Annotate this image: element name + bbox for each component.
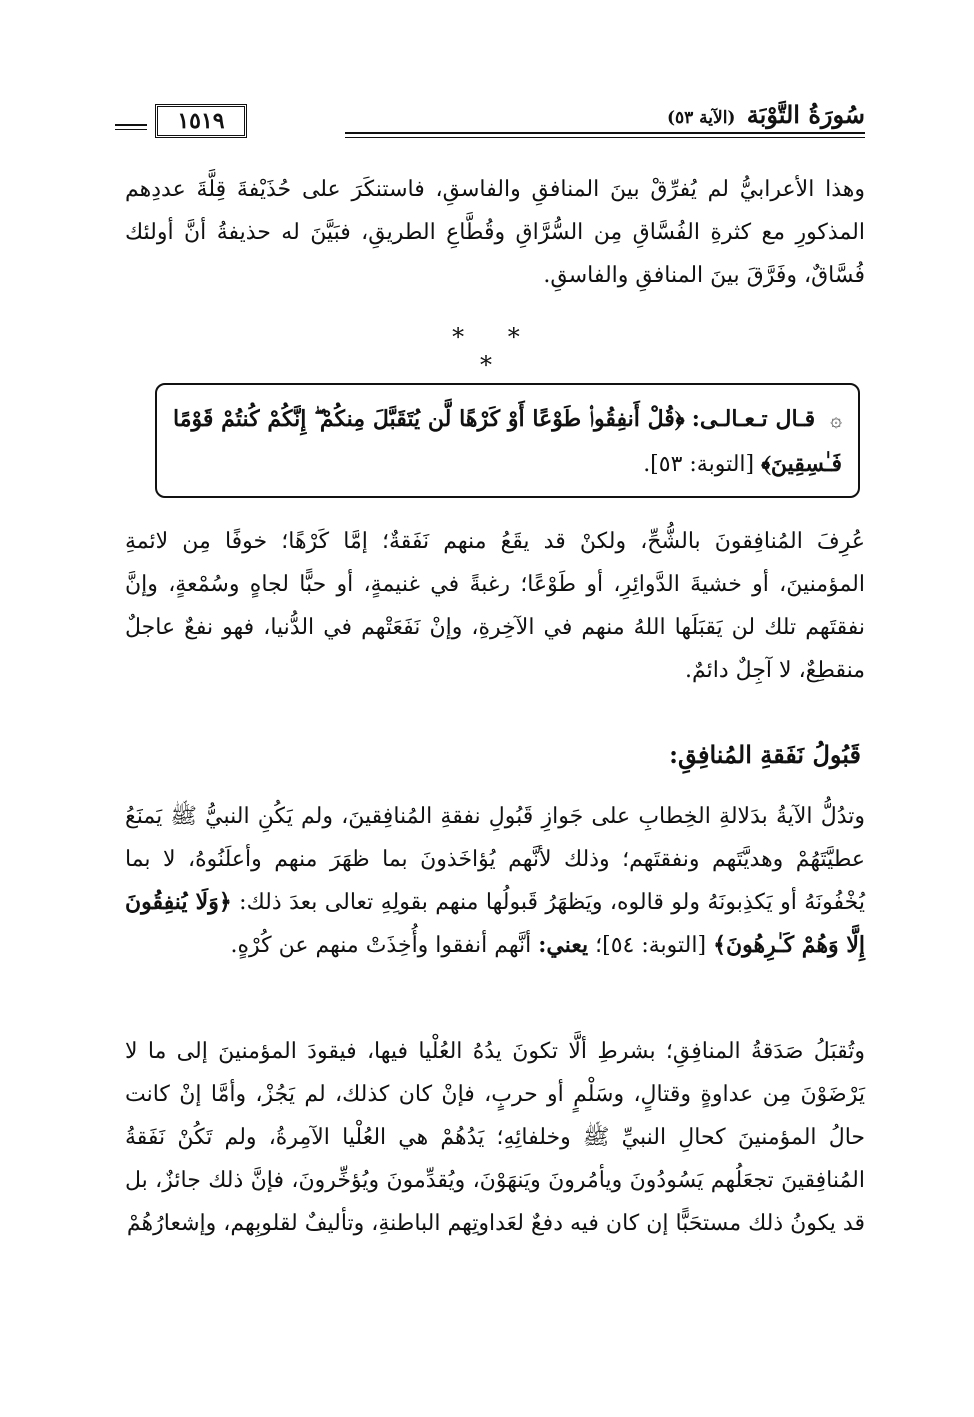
header-rule bbox=[345, 132, 865, 134]
verse-lead: قـال تـعـالـى: bbox=[691, 406, 816, 432]
left-rule-thin bbox=[115, 129, 147, 130]
explanation-label: يعني: bbox=[538, 932, 589, 958]
ayah-reference: (الآية ٥٣) bbox=[666, 108, 736, 128]
verse-box bbox=[155, 383, 860, 498]
paragraph-1: وهذا الأعرابيُّ لم يُفرِّقْ بينَ المنافقِ والفاسقِ، فاستنكَرَ على حُذَيْفةَ قِلَّةَ عددِهم المذكورِ مع كثرةِ الفُسَّاقِ مِن السُّرَّاقِ وقُطَّاعِ الطريقِ، فبَيَّنَ له حذيفةُ أنَّ أولئك فُسَّاقٌ، وفَرَّقَ بينَ المنافقِ والفاسقِ. bbox=[125, 177, 865, 288]
verse-reference: [التوبة: ٥٣]. bbox=[643, 452, 755, 477]
section-separator: * * * bbox=[452, 323, 538, 379]
paragraph-2: عُرِفَ المُنافِقونَ بالشُّحِّ، ولكنْ قد يقَعُ منهم نَفَقةٌ؛ إمَّا كَرْهًا؛ خوفًا مِن لائمةِ المؤمنينَ، أو خشيةَ الدَّوائِرِ، أو طَوْعًا؛ رغبةً في غنيمةٍ، أو حبًّا لجاهٍ وسُمْعةٍ، وإنَّ نفقتَهم تلك لن يَقبَلَها اللهُ منهم في الآخِرةِ، وإنْ نَفَعَتْهم في الدُّنيا، فهو نفعٌ عاجلٌ منقطِعٌ، لا آجِلٌ دائمٌ. bbox=[125, 529, 865, 683]
verse-text: ﴿قُلْ أَنفِقُوا۟ طَوْعًا أَوْ كَرْهًا لَّن يُتَقَبَّلَ مِنكُمْ ۖ إِنَّكُمْ كُنتُمْ قَوْمًا فَـٰسِقِينَ﴾ bbox=[173, 406, 842, 477]
inline-verse: ﴿وَلَا يُنفِقُونَ إِلَّا وَهُمْ كَـٰرِهُونَ﴾ bbox=[125, 889, 865, 958]
section-heading: قَبُولُ نَفَقةِ المُنافِقِ: bbox=[669, 740, 861, 769]
surah-title: سُورَةُ التَّوْبَة bbox=[746, 100, 865, 129]
paragraph-3-text: وتدُلُّ الآيةُ بدَلالةِ الخِطابِ على جَوازِ قَبُولِ نفقةِ المُنافِقينَ، ولم يَكُنِ النبيُّ ﷺ يَمنَعُ عطيَّتَهُمْ وهديَّتَهم ونفقتَهم؛ وذلك لأنَّهم يُؤاخَذونَ بما ظهَرَ منهم وأعلَنُوهُ، لا بما يُخْفُونَهُ أو يَكذِبونَهُ ولو قالوه، ويَظهَرُ قَبولُها منهم بقولِهِ تعالى بعدَ ذلك: bbox=[125, 804, 865, 915]
ornament-icon: ۞ bbox=[830, 407, 843, 431]
explanation-text: أنَّهم أنفقوا وأُخِذَتْ منهم عن كُرْهٍ. bbox=[230, 933, 532, 958]
paragraph-3 bbox=[125, 795, 865, 967]
header-rule-thin bbox=[345, 137, 865, 138]
paragraph-4: وتُقبَلُ صَدَقةُ المنافِقِ؛ بشرطِ ألَّا تكونَ يدُهُ العُلْيا فيها، فيقودَ المؤمنينَ إلى ما لا يَرْضَوْنَ مِن عداوةٍ وقتالٍ، وسَلْمٍ أو حربٍ، فإنْ كان كذلك، لم يَجُزْ، وأمَّا إنْ كانت حالُ المؤمنينَ كحالِ النبيِّ ﷺ وخلفائِهِ؛ يَدُهُمْ هي العُلْيا الآمِرةُ، ولم تَكُنْ نَفَقةُ المُنافِقينَ تجعَلُهم يَسُودُونَ ويأمُرونَ ويَنهَوْنَ، ويُقدِّمونَ ويُؤخِّرونَ، فإنَّ ذلك جائزٌ، بل قد يكونُ ذلك مستحَبًّا إن كان فيه دفعٌ لعَداوتِهم الباطنةِ، وتأليفٌ لقلوبِهم، وإشعارُهُمْ bbox=[125, 1039, 865, 1236]
left-rule bbox=[115, 124, 147, 126]
running-title bbox=[667, 100, 865, 129]
inline-verse-reference: [التوبة: ٥٤]؛ bbox=[595, 933, 707, 958]
page-number: ١٥١٩ bbox=[155, 104, 247, 138]
page-header bbox=[115, 100, 865, 146]
